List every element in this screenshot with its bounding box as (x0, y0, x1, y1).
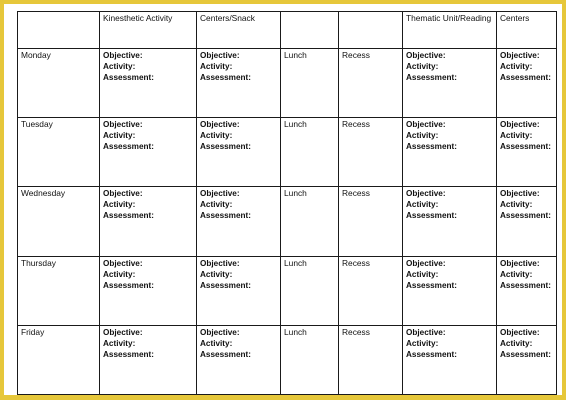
recess-label: Recess (342, 257, 370, 268)
activity-label: Activity: (406, 62, 439, 72)
activity-label: Activity: (406, 200, 439, 210)
objective-label: Objective: (500, 51, 540, 61)
activity-label: Activity: (406, 131, 439, 141)
activity-label: Activity: (103, 200, 136, 210)
assessment-label: Assessment: (500, 73, 551, 83)
day-label-cell (18, 325, 100, 394)
day-label-cell (18, 256, 100, 325)
objective-label: Objective: (103, 258, 143, 268)
activity-label: Activity: (103, 269, 136, 279)
day-row-monday (18, 49, 557, 118)
objective-label: Objective: (103, 51, 143, 61)
assessment-label: Assessment: (200, 142, 251, 152)
assessment-label: Assessment: (406, 142, 457, 152)
assessment-label: Assessment: (500, 142, 551, 152)
activity-label: Activity: (103, 338, 136, 348)
header-cell-kinesthetic: Kinesthetic Activity (100, 12, 197, 49)
objective-label: Objective: (200, 327, 240, 337)
plan-cell (403, 187, 497, 256)
day-row-friday (18, 325, 557, 394)
assessment-label: Assessment: (500, 280, 551, 290)
activity-label: Activity: (500, 200, 533, 210)
plan-cell (497, 325, 557, 394)
plan-cell (497, 256, 557, 325)
lunch-cell (281, 325, 339, 394)
objective-label: Objective: (103, 189, 143, 199)
assessment-label: Assessment: (103, 211, 154, 221)
lunch-label: Lunch (284, 257, 307, 268)
assessment-label: Assessment: (406, 211, 457, 221)
plan-cell (497, 49, 557, 118)
assessment-label: Assessment: (406, 280, 457, 290)
day-label-cell (18, 49, 100, 118)
day-label: Thursday (21, 257, 56, 268)
objective-label: Objective: (406, 258, 446, 268)
objective-label: Objective: (406, 189, 446, 199)
activity-label: Activity: (200, 131, 233, 141)
recess-label: Recess (342, 50, 370, 61)
lesson-plan-table (17, 11, 557, 395)
objective-label: Objective: (500, 189, 540, 199)
lunch-cell (281, 256, 339, 325)
plan-cell (197, 325, 281, 394)
recess-label: Recess (342, 188, 370, 199)
objective-label: Objective: (200, 51, 240, 61)
lunch-cell (281, 187, 339, 256)
lunch-cell (281, 49, 339, 118)
activity-label: Activity: (103, 62, 136, 72)
header-cell-thematic: Thematic Unit/Reading (403, 12, 497, 49)
plan-cell (100, 187, 197, 256)
day-row-thursday (18, 256, 557, 325)
assessment-label: Assessment: (200, 211, 251, 221)
activity-label: Activity: (103, 131, 136, 141)
recess-label: Recess (342, 119, 370, 130)
assessment-label: Assessment: (500, 349, 551, 359)
assessment-label: Assessment: (200, 349, 251, 359)
plan-cell (403, 325, 497, 394)
objective-label: Objective: (406, 327, 446, 337)
recess-cell (339, 187, 403, 256)
activity-label: Activity: (406, 338, 439, 348)
recess-cell (339, 118, 403, 187)
objective-label: Objective: (500, 120, 540, 130)
lunch-label: Lunch (284, 188, 307, 199)
activity-label: Activity: (200, 62, 233, 72)
activity-label: Activity: (500, 62, 533, 72)
plan-cell (403, 49, 497, 118)
header-cell-day (18, 12, 100, 49)
plan-cell (100, 256, 197, 325)
lunch-label: Lunch (284, 119, 307, 130)
day-label-cell (18, 118, 100, 187)
plan-cell (403, 256, 497, 325)
recess-cell (339, 49, 403, 118)
plan-cell (100, 118, 197, 187)
assessment-label: Assessment: (406, 73, 457, 83)
activity-label: Activity: (406, 269, 439, 279)
day-label-cell (18, 187, 100, 256)
activity-label: Activity: (500, 338, 533, 348)
header-cell-centers-snack: Centers/Snack (197, 12, 281, 49)
lunch-label: Lunch (284, 50, 307, 61)
header-row (18, 12, 557, 49)
plan-cell (197, 49, 281, 118)
recess-label: Recess (342, 326, 370, 337)
header-cell-centers: Centers (497, 12, 557, 49)
plan-cell (197, 256, 281, 325)
objective-label: Objective: (500, 258, 540, 268)
objective-label: Objective: (103, 327, 143, 337)
activity-label: Activity: (500, 131, 533, 141)
objective-label: Objective: (103, 120, 143, 130)
lunch-label: Lunch (284, 326, 307, 337)
plan-cell (497, 118, 557, 187)
objective-label: Objective: (500, 327, 540, 337)
header-cell-lunch (281, 12, 339, 49)
activity-label: Activity: (200, 269, 233, 279)
objective-label: Objective: (200, 120, 240, 130)
day-row-tuesday (18, 118, 557, 187)
objective-label: Objective: (200, 189, 240, 199)
plan-cell (403, 118, 497, 187)
recess-cell (339, 325, 403, 394)
activity-label: Activity: (200, 200, 233, 210)
plan-cell (197, 118, 281, 187)
assessment-label: Assessment: (103, 349, 154, 359)
lunch-cell (281, 118, 339, 187)
recess-cell (339, 256, 403, 325)
assessment-label: Assessment: (200, 73, 251, 83)
objective-label: Objective: (406, 120, 446, 130)
plan-cell (197, 187, 281, 256)
activity-label: Activity: (200, 338, 233, 348)
assessment-label: Assessment: (406, 349, 457, 359)
day-label: Friday (21, 326, 45, 337)
objective-label: Objective: (200, 258, 240, 268)
assessment-label: Assessment: (103, 142, 154, 152)
day-label: Tuesday (21, 119, 53, 130)
plan-cell (100, 49, 197, 118)
day-label: Wednesday (21, 188, 66, 199)
day-label: Monday (21, 50, 51, 61)
assessment-label: Assessment: (103, 73, 154, 83)
plan-cell (100, 325, 197, 394)
day-row-wednesday (18, 187, 557, 256)
header-cell-recess (339, 12, 403, 49)
assessment-label: Assessment: (200, 280, 251, 290)
assessment-label: Assessment: (103, 280, 154, 290)
activity-label: Activity: (500, 269, 533, 279)
assessment-label: Assessment: (500, 211, 551, 221)
objective-label: Objective: (406, 51, 446, 61)
plan-cell (497, 187, 557, 256)
